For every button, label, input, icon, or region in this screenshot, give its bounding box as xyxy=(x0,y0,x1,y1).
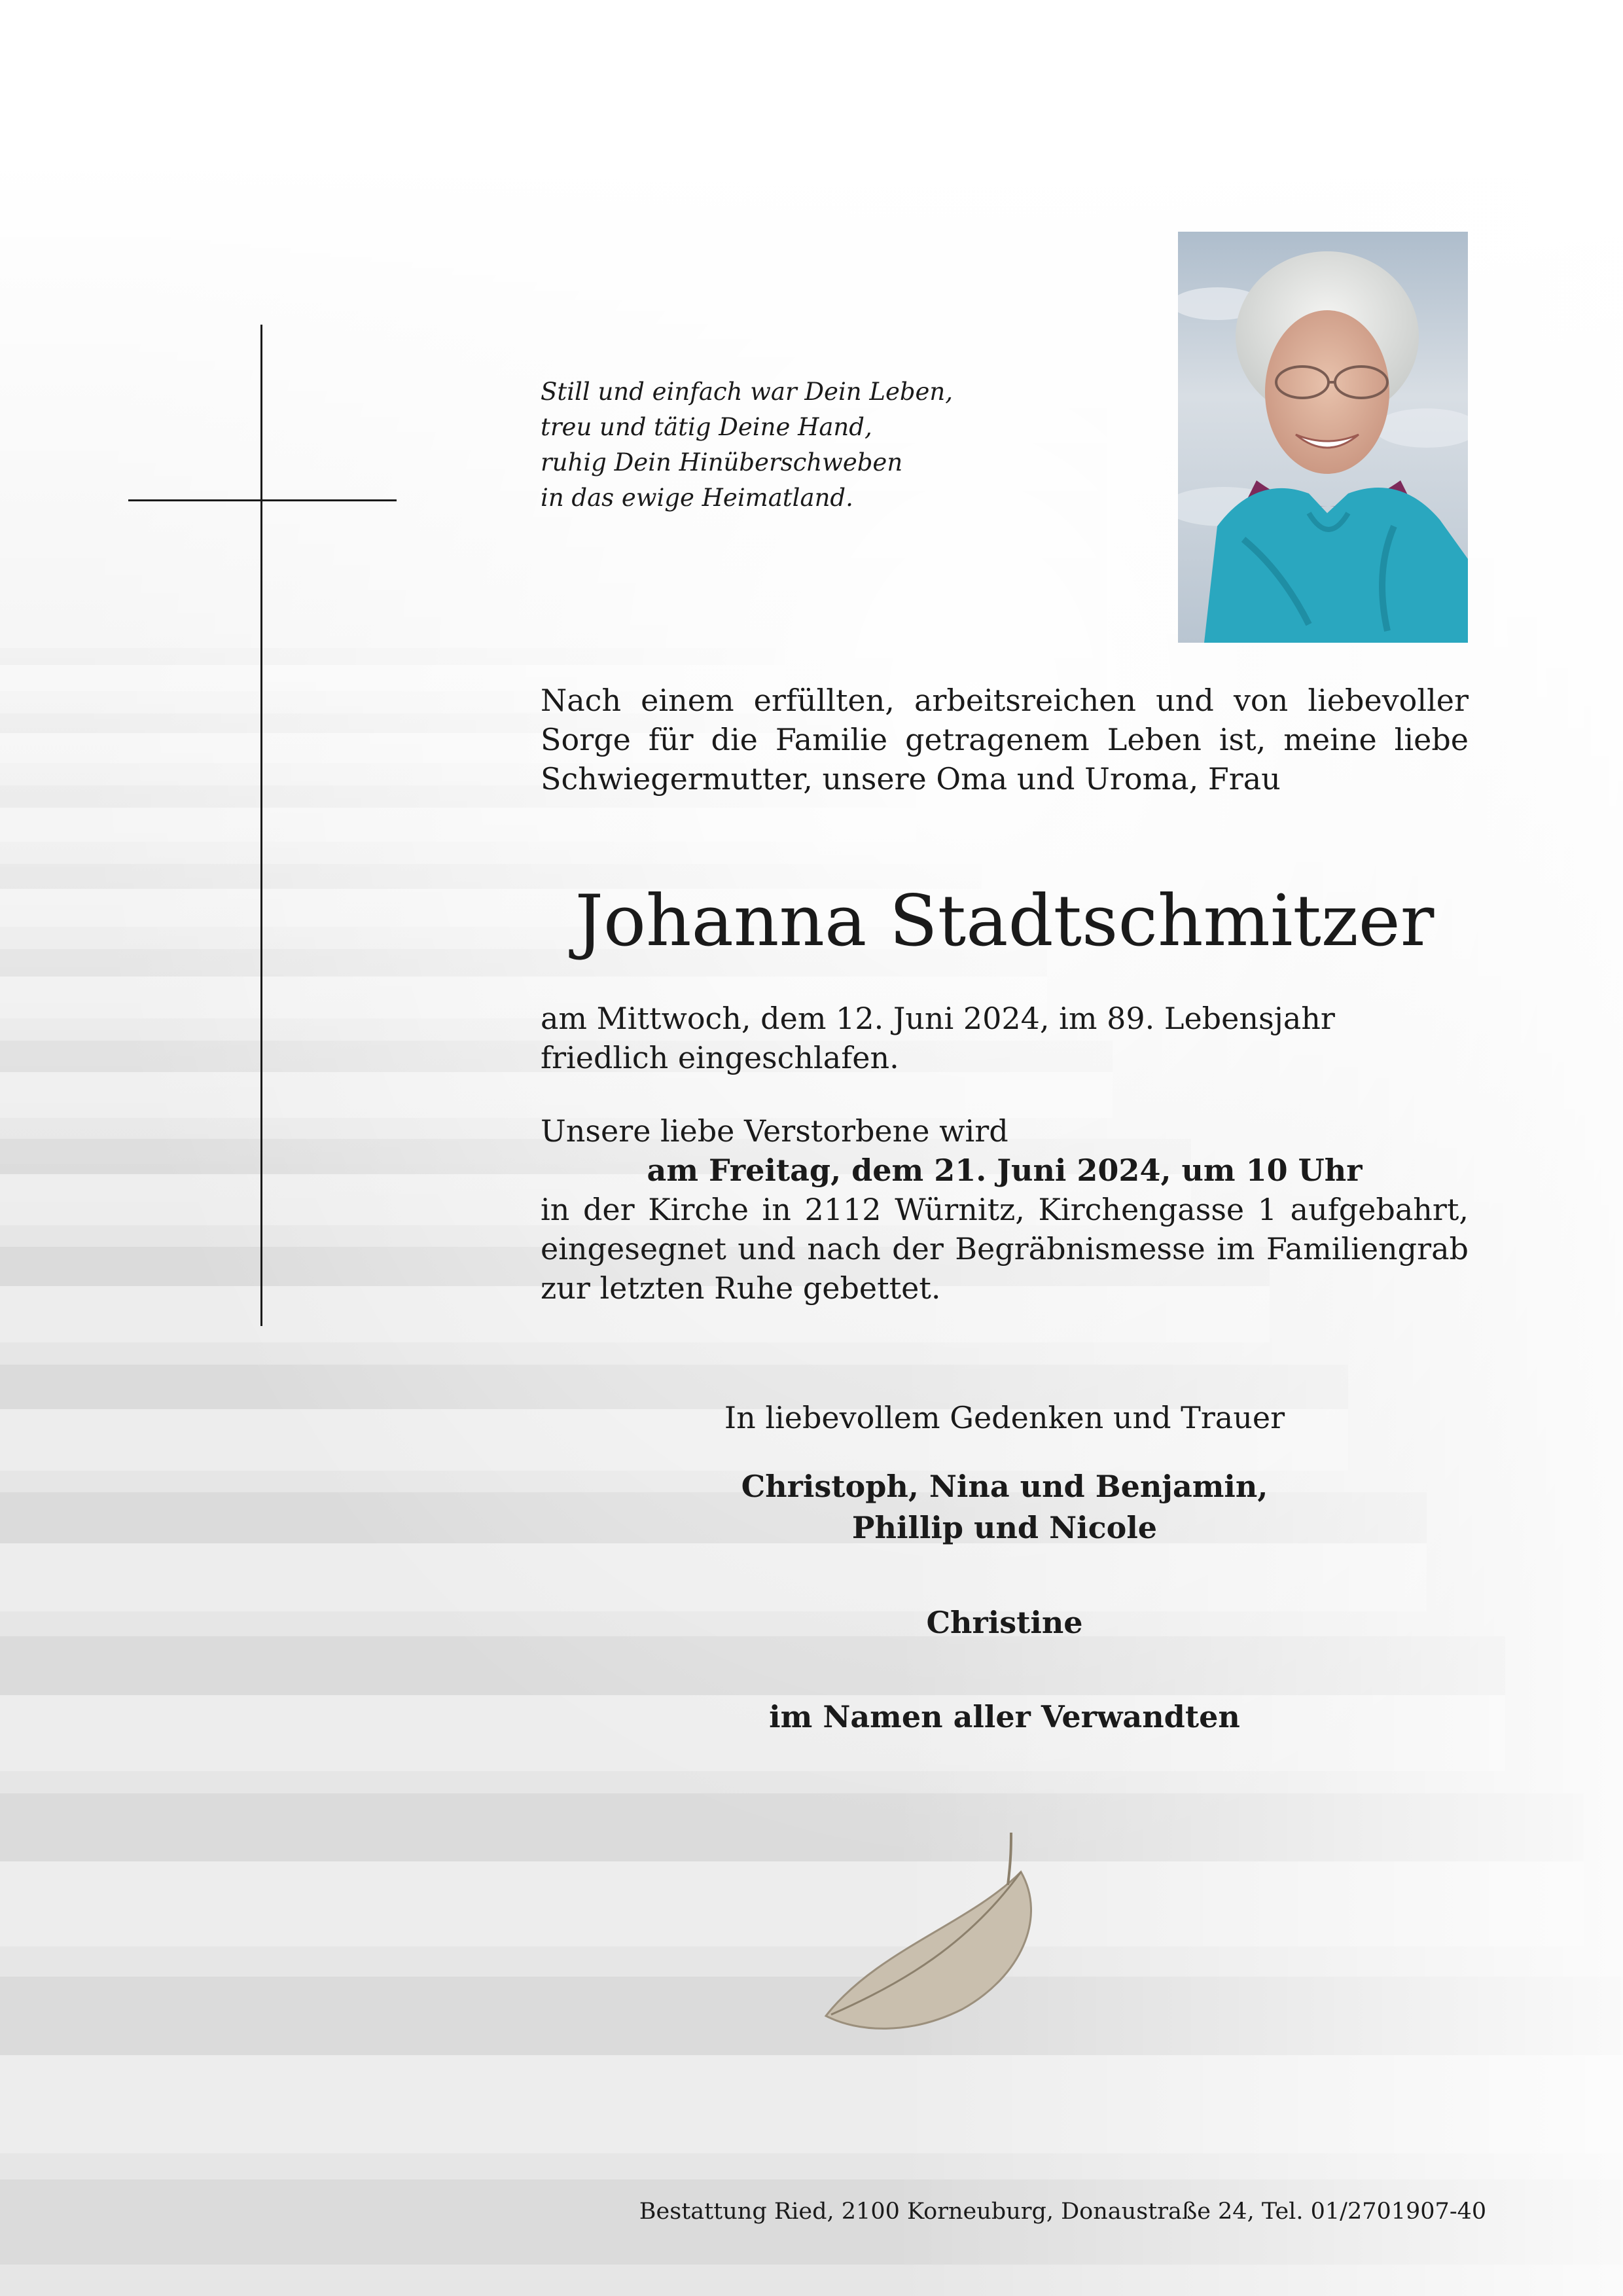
verse-line: in das ewige Heimatland. xyxy=(541,484,853,512)
verse-line: treu und tätig Deine Hand, xyxy=(541,413,872,441)
funeral-info xyxy=(541,1111,1469,1308)
funeral-intro: Unsere liebe Verstorbene wird xyxy=(541,1113,1008,1149)
portrait-photo xyxy=(1178,232,1468,643)
portrait-image xyxy=(1178,232,1468,643)
mourners-line-3: Christine xyxy=(926,1605,1083,1640)
funeral-details: in der Kirche in 2112 Würnitz, Kirchengasse 1 aufgebahrt, eingesegnet und nach der Begräbnismesse im Familiengrab zur letzten Ruhe gebettet. xyxy=(541,1192,1469,1306)
closing-line: In liebevollem Gedenken und Trauer xyxy=(724,1400,1285,1435)
verse-line: ruhig Dein Hinüberschweben xyxy=(541,448,903,476)
mourners-line-2: Phillip und Nicole xyxy=(851,1510,1158,1545)
funeral-date-time: am Freitag, dem 21. Juni 2024, um 10 Uhr xyxy=(647,1153,1363,1188)
verse-line: Still und einfach war Dein Leben, xyxy=(541,378,954,406)
mourners-line-1: Christoph, Nina und Benjamin, xyxy=(741,1469,1268,1504)
death-notice: am Mittwoch, dem 12. Juni 2024, im 89. Lebensjahr friedlich eingeschlafen. xyxy=(541,1001,1335,1075)
intro-paragraph: Nach einem erfüllten, arbeitsreichen und von liebevoller Sorge für die Familie getragenem Leben ist, meine liebe Schwiegermutter, unsere Oma und Uroma, Frau xyxy=(541,683,1469,797)
funeral-home-footer: Bestattung Ried, 2100 Korneuburg, Donaustraße 24, Tel. 01/2701907-40 xyxy=(639,2198,1487,2225)
cross-horizontal-bar xyxy=(128,499,397,501)
mourners-line-4: im Namen aller Verwandten xyxy=(769,1699,1240,1734)
cross-vertical-bar xyxy=(260,325,262,1326)
deceased-name: Johanna Stadtschmitzer xyxy=(575,880,1435,962)
verse-poem xyxy=(541,374,1051,516)
